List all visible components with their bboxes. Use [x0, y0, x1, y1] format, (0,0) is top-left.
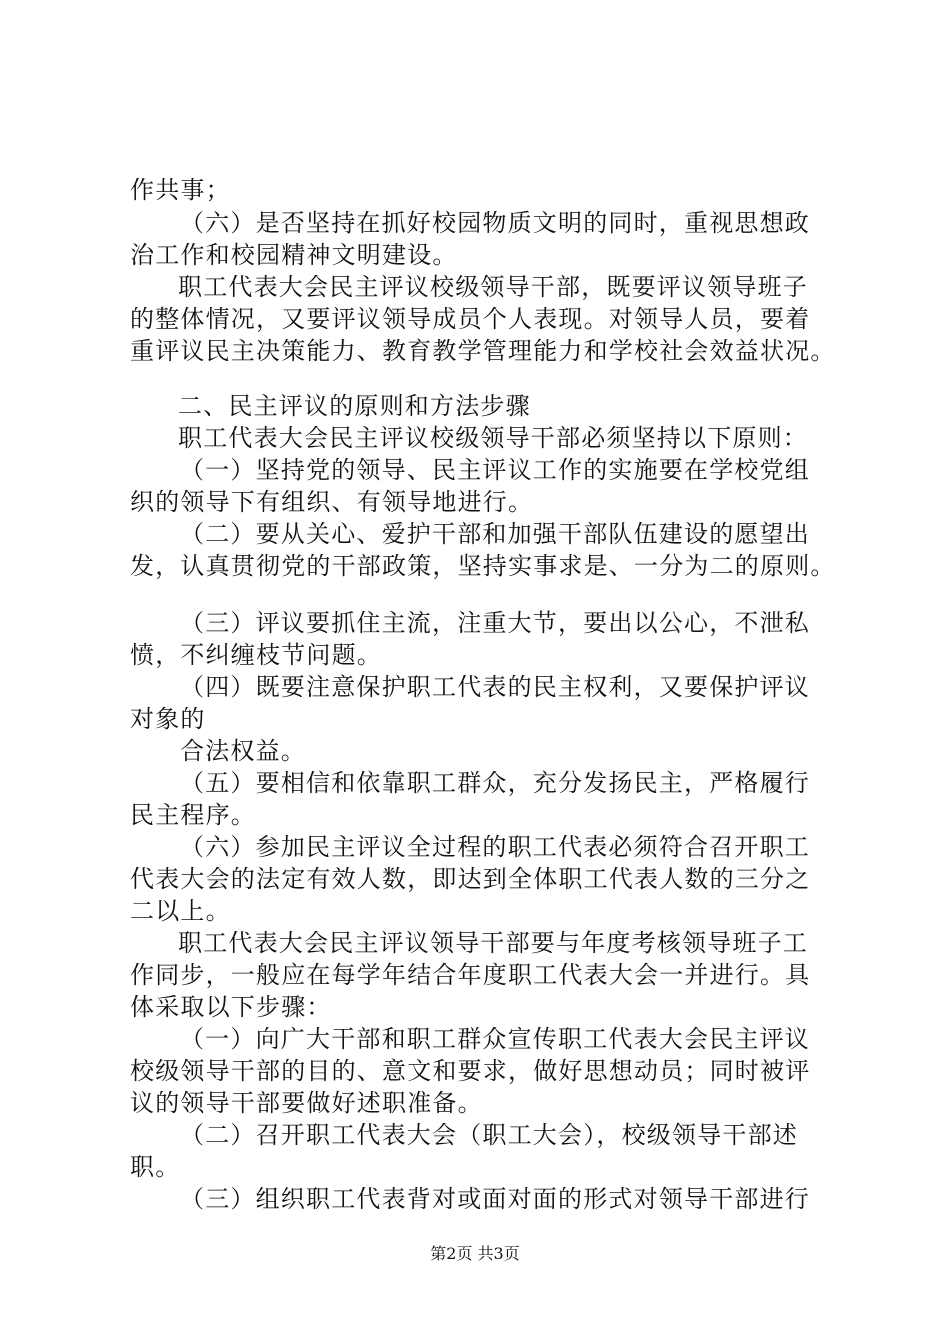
- section-heading: 二、民主评议的原则和方法步骤: [178, 392, 531, 420]
- text-line: （三）组织职工代表背对或面对面的形式对领导干部进行: [180, 1185, 810, 1213]
- text-line: 治工作和校园精神文明建设。: [130, 241, 458, 269]
- text-line: 代表大会的法定有效人数，即达到全体职工代表人数的三分之: [130, 865, 811, 893]
- text-line: 对象的: [130, 705, 206, 733]
- text-line: 校级领导干部的目的、意文和要求，做好思想动员；同时被评: [130, 1057, 811, 1085]
- text-line: 织的领导下有组织、有领导地进行。: [130, 488, 534, 516]
- text-line: 职工代表大会民主评议校级领导干部，既要评议领导班子: [178, 273, 808, 301]
- text-line: 民主程序。: [130, 801, 256, 829]
- text-line: （六）是否坚持在抓好校园物质文明的同时，重视思想政: [180, 209, 810, 237]
- text-line: 愤，不纠缠枝节问题。: [130, 641, 382, 669]
- text-line: 的整体情况，又要评议领导成员个人表现。对领导人员，要着: [130, 305, 811, 333]
- text-line: （二）要从关心、爱护干部和加强干部队伍建设的愿望出: [180, 520, 810, 548]
- text-line: 职工代表大会民主评议校级领导干部必须坚持以下原则：: [178, 424, 808, 452]
- text-line: 议的领导干部要做好述职准备。: [130, 1089, 483, 1117]
- text-line: 发，认真贯彻党的干部政策，坚持实事求是、一分为二的原则。: [130, 552, 836, 580]
- text-line: 作共事；: [130, 176, 231, 204]
- text-line: （三）评议要抓住主流，注重大节，要出以公心，不泄私: [180, 609, 810, 637]
- text-line: 重评议民主决策能力、教育教学管理能力和学校社会效益状况。: [130, 337, 836, 365]
- text-line: （六）参加民主评议全过程的职工代表必须符合召开职工: [180, 833, 810, 861]
- text-line: （一）坚持党的领导、民主评议工作的实施要在学校党组: [180, 456, 810, 484]
- text-line: 职工代表大会民主评议领导干部要与年度考核领导班子工: [178, 929, 808, 957]
- page-number: 第2页 共3页: [430, 1244, 520, 1263]
- text-line: 二以上。: [130, 897, 231, 925]
- text-line: （二）召开职工代表大会（职工大会），校级领导干部述: [180, 1121, 798, 1149]
- text-line: 体采取以下步骤：: [130, 993, 332, 1021]
- text-line: （五）要相信和依靠职工群众，充分发扬民主，严格履行: [180, 769, 810, 797]
- text-line: 合法权益。: [180, 737, 306, 765]
- text-line: 职。: [130, 1153, 181, 1181]
- text-line: （一）向广大干部和职工群众宣传职工代表大会民主评议: [180, 1025, 810, 1053]
- text-line: （四）既要注意保护职工代表的民主权利，又要保护评议: [180, 673, 810, 701]
- text-line: 作同步，一般应在每学年结合年度职工代表大会一并进行。具: [130, 961, 811, 989]
